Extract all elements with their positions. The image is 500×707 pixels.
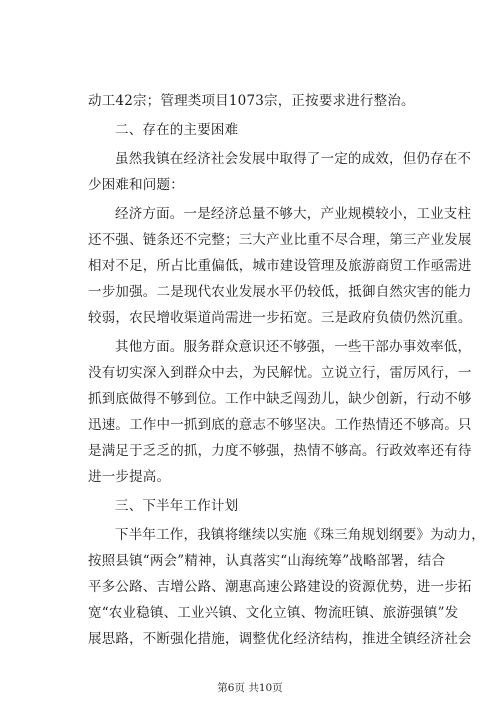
text-line: 虽然我镇在经济社会发展中取得了一定的成效，但仍存在不: [115, 151, 472, 167]
text-line: 下半年工作，我镇将继续以实施《珠三角规划纲要》为动力，: [115, 527, 485, 543]
text-line: 其他方面。服务群众意识还不够强，一些干部办事效率低，: [115, 339, 472, 355]
text-line: 进一步提高。: [88, 469, 171, 485]
text-line: 还不强、链条还不完整；三大产业比重不尽合理，第三产业发展: [88, 232, 472, 248]
section-heading: 三、下半年工作计划: [115, 498, 239, 514]
text-line: 宽“农业稳镇、工业兴镇、文化立镇、物流旺镇、旅游强镇”发: [88, 605, 459, 621]
text-line: 按照县镇“两会”精神，认真落实“山海统筹”战略部署，结合: [88, 553, 446, 569]
text-line: 迅速。工作中一抓到底的意志不够坚决。工作热情还不够高。只: [88, 417, 472, 433]
text-line: 较弱，农民增收渠道尚需进一步拓宽。三是政府负债仍然沉重。: [88, 310, 472, 326]
text-line: 相对不足，所占比重偏低，城市建设管理及旅游商贸工作亟需进: [88, 258, 472, 274]
text-line: 没有切实深入到群众中去，为民解忧。立说立行，雷厉风行，一: [88, 365, 472, 381]
text-line: 经济方面。一是经济总量不够大，产业规模较小，工业支柱: [115, 206, 472, 222]
text-line: 抓到底做得不够到位。工作中缺乏闯劲儿，缺少创新，行动不够: [88, 391, 472, 407]
text-line: 平多公路、吉增公路、潮惠高速公路建设的资源优势，进一步拓: [88, 579, 472, 595]
section-heading: 二、存在的主要困难: [115, 122, 239, 138]
text-line: 动工42宗；管理类项目1073宗，正按要求进行整治。: [88, 93, 415, 109]
text-line: 一步加强。二是现代农业发展水平仍较低，抵御自然灾害的能力: [88, 284, 472, 300]
text-line: 是满足于乏乏的抓，力度不够强，热情不够高。行政效率还有待: [88, 443, 472, 459]
text-line: 少困难和问题：: [88, 177, 184, 193]
text-line: 展思路，不断强化措施，调整优化经济结构，推进全镇经济社会: [88, 631, 472, 647]
page-footer: 第6页 共10页: [217, 682, 283, 694]
